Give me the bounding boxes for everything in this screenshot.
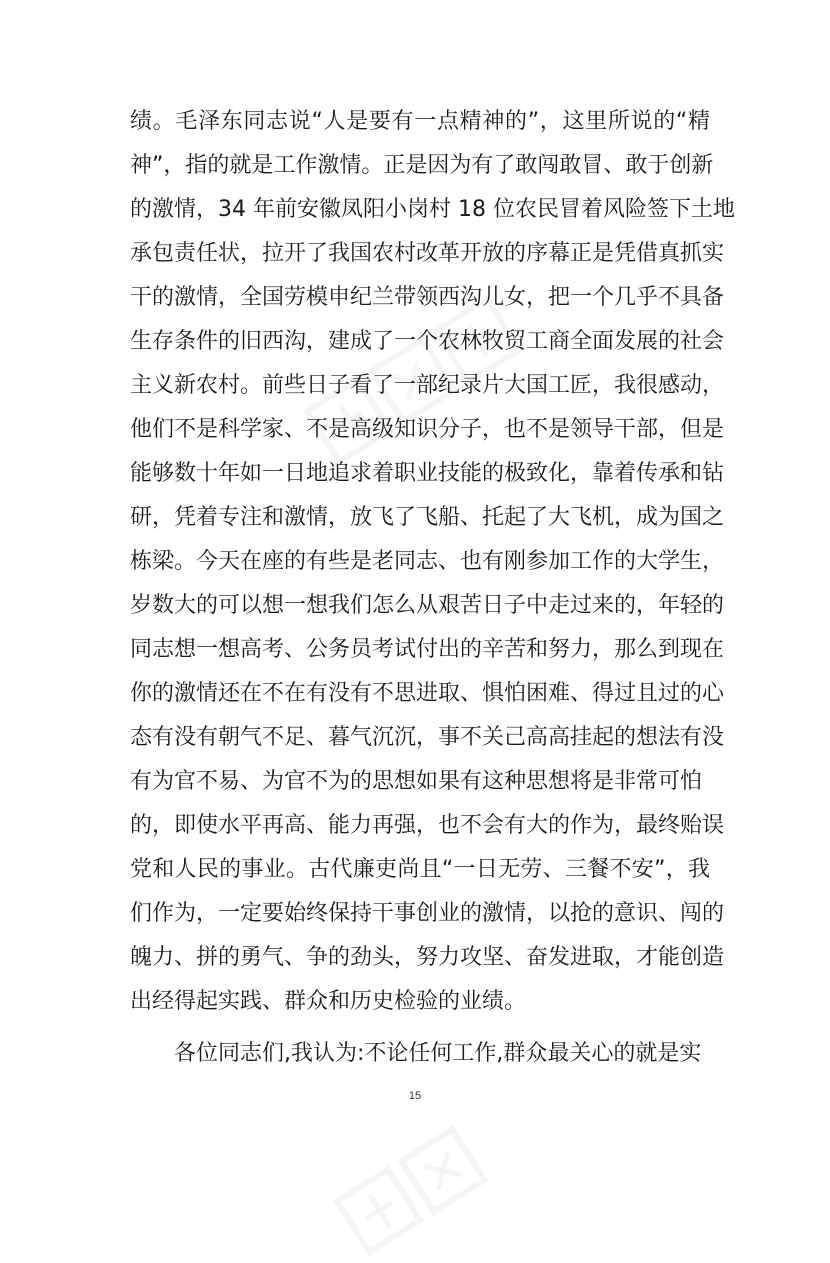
text-line: 们作为，一定要始终保持干事创业的激情，以抢的意识、闯的 (130, 901, 725, 926)
text-line: 各位同志们,我认为:不论任何工作,群众最关心的就是实 (174, 1041, 702, 1066)
text-line: 有为官不易、为官不为的思想如果有这种思想将是非常可怕 (130, 769, 703, 794)
text-line: 的，即使水平再高、能力再强，也不会有大的作为，最终贻误 (130, 813, 725, 838)
text-line: 你的激情还在不在有没有不思进取、惧怕困难、得过且过的心 (130, 681, 725, 706)
text-line: 神”，指的就是工作激情。正是因为有了敢闯敢冒、敢于创新 (130, 153, 714, 178)
watermark-logo-bottom (329, 1057, 592, 1263)
text-line: 能够数十年如一日地追求着职业技能的极致化，靠着传承和钻 (130, 461, 725, 486)
text-line: 栋梁。今天在座的有些是老同志、也有刚参加工作的大学生， (130, 549, 725, 574)
page-number: 15 (408, 1090, 422, 1102)
text-line: 研，凭着专注和激情，放飞了飞船、托起了大飞机，成为国之 (130, 505, 725, 530)
text-line: 魄力、拼的勇气、争的劲头，努力攻坚、奋发进取，才能创造 (130, 945, 725, 970)
text-line: 干的激情，全国劳模申纪兰带领西沟儿女，把一个几乎不具备 (130, 285, 725, 310)
text-line: 同志想一想高考、公务员考试付出的辛苦和努力，那么到现在 (130, 637, 725, 662)
text-line: 出经得起实践、群众和历史检验的业绩。 (130, 989, 527, 1014)
text-line: 绩。毛泽东同志说“人是要有一点精神的”，这里所说的“精 (130, 109, 710, 134)
text-line: 承包责任状，拉开了我国农村改革开放的序幕正是凭借真抓实 (130, 241, 725, 266)
text-line: 生存条件的旧西沟，建成了一个农林牧贸工商全面发展的社会 (130, 329, 725, 354)
paragraph-1 (130, 100, 735, 1024)
paragraph-2 (130, 1032, 710, 1076)
text-line: 岁数大的可以想一想我们怎么从艰苦日子中走过来的，年轻的 (130, 593, 725, 618)
text-line: 他们不是科学家、不是高级知识分子，也不是领导干部，但是 (130, 417, 725, 442)
text-line: 态有没有朝气不足、暮气沉沉，事不关己高高挂起的想法有没 (130, 725, 725, 750)
text-line: 的激情，34 年前安徽凤阳小岗村 18 位农民冒着风险签下土地 (130, 197, 735, 222)
text-line: 主义新农村。前些日子看了一部纪录片大国工匠，我很感动， (130, 373, 725, 398)
text-line: 党和人民的事业。古代廉吏尚且“一日无劳、三餐不安”，我 (130, 857, 710, 882)
document-body (130, 100, 735, 1076)
